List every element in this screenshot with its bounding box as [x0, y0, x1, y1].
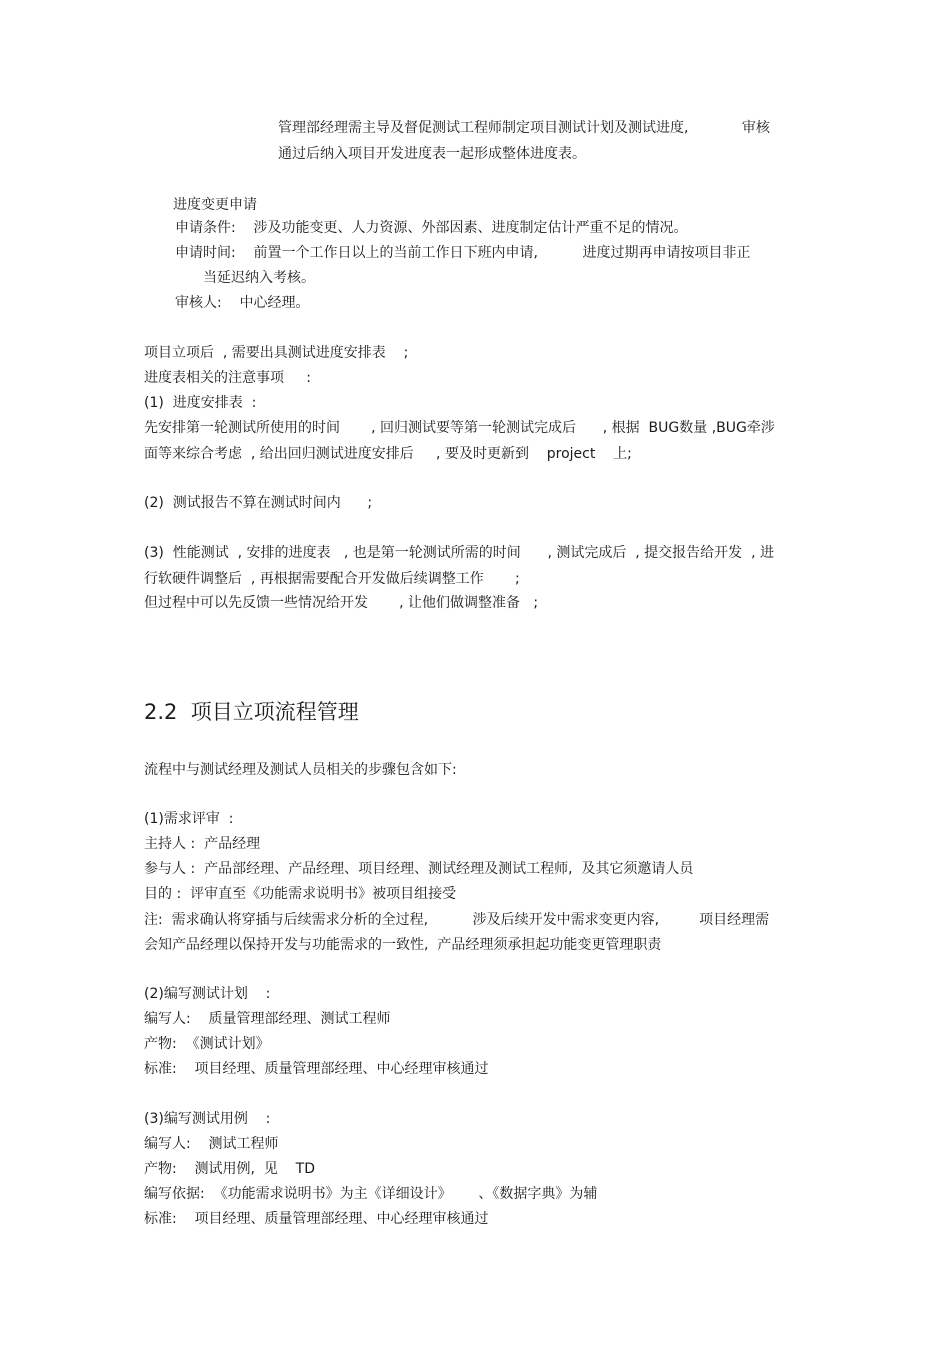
schedule-notes-item1-title: (1) 进度安排表 :	[144, 395, 257, 411]
step1-note-line-2: 会知产品经理以保持开发与功能需求的一致性, 产品经理须承担起功能变更管理职责	[144, 937, 662, 953]
change-request-time-line-1: 申请时间: 前置一个工作日以上的当前工作日下班内申请, 进度过期再申请按项目非正	[175, 245, 751, 261]
step3-output: 产物: 测试用例, 见 TD	[144, 1161, 316, 1177]
schedule-notes-p1: 项目立项后 , 需要出具测试进度安排表 ;	[144, 345, 409, 361]
step1-note-line-1: 注: 需求确认将穿插与后续需求分析的全过程, 涉及后续开发中需求变更内容, 项目经理需	[144, 912, 770, 928]
section-intro: 流程中与测试经理及测试人员相关的步骤包含如下:	[144, 762, 457, 778]
schedule-notes-item1-line2: 面等来综合考虑 , 给出回归测试进度安排后 , 要及时更新到 project 上;	[144, 446, 632, 462]
change-request-title: 进度变更申请	[173, 197, 257, 213]
step3-title: (3)编写测试用例 :	[144, 1111, 271, 1127]
schedule-notes-item3-line1: (3) 性能测试 , 安排的进度表 , 也是第一轮测试所需的时间 , 测试完成后 , 提交报告给开发 , 进	[144, 545, 774, 561]
step1-purpose: 目的 : 评审直至《功能需求说明书》被项目组接受	[144, 886, 457, 902]
step2-writer: 编写人: 质量管理部经理、测试工程师	[144, 1011, 391, 1027]
intro-line-1: 管理部经理需主导及督促测试工程师制定项目测试计划及测试进度, 审核	[278, 120, 770, 136]
schedule-notes-item3-line3: 但过程中可以先反馈一些情况给开发 , 让他们做调整准备 ;	[144, 595, 539, 611]
change-request-condition: 申请条件: 涉及功能变更、人力资源、外部因素、进度制定估计严重不足的情况。	[175, 220, 688, 236]
schedule-notes-item2: (2) 测试报告不算在测试时间内 ;	[144, 495, 373, 511]
intro-line-2: 通过后纳入项目开发进度表一起形成整体进度表。	[278, 146, 586, 162]
section-heading: 2.2 项目立项流程管理	[144, 700, 359, 724]
step1-title: (1)需求评审 :	[144, 811, 234, 827]
step2-title: (2)编写测试计划 :	[144, 986, 271, 1002]
change-request-reviewer: 审核人: 中心经理。	[175, 295, 310, 311]
change-request-time-line-2: 当延迟纳入考核。	[203, 270, 315, 286]
step1-participants: 参与人 : 产品部经理、产品经理、项目经理、测试经理及测试工程师, 及其它须邀请人员	[144, 861, 694, 877]
step2-standard: 标准: 项目经理、质量管理部经理、中心经理审核通过	[144, 1061, 489, 1077]
schedule-notes-item3-line2: 行软硬件调整后 , 再根据需要配合开发做后续调整工作 ;	[144, 571, 520, 587]
step3-basis: 编写依据: 《功能需求说明书》为主《详细设计》 、《数据字典》为辅	[144, 1186, 598, 1202]
schedule-notes-p2: 进度表相关的注意事项 :	[144, 370, 311, 386]
schedule-notes-item1-line1: 先安排第一轮测试所使用的时间 , 回归测试要等第一轮测试完成后 , 根据 BUG数量 ,BUG牵涉	[144, 420, 775, 436]
step2-output: 产物: 《测试计划》	[144, 1036, 270, 1052]
step3-standard: 标准: 项目经理、质量管理部经理、中心经理审核通过	[144, 1211, 489, 1227]
step3-writer: 编写人: 测试工程师	[144, 1136, 279, 1152]
step1-host: 主持人 : 产品经理	[144, 836, 261, 852]
